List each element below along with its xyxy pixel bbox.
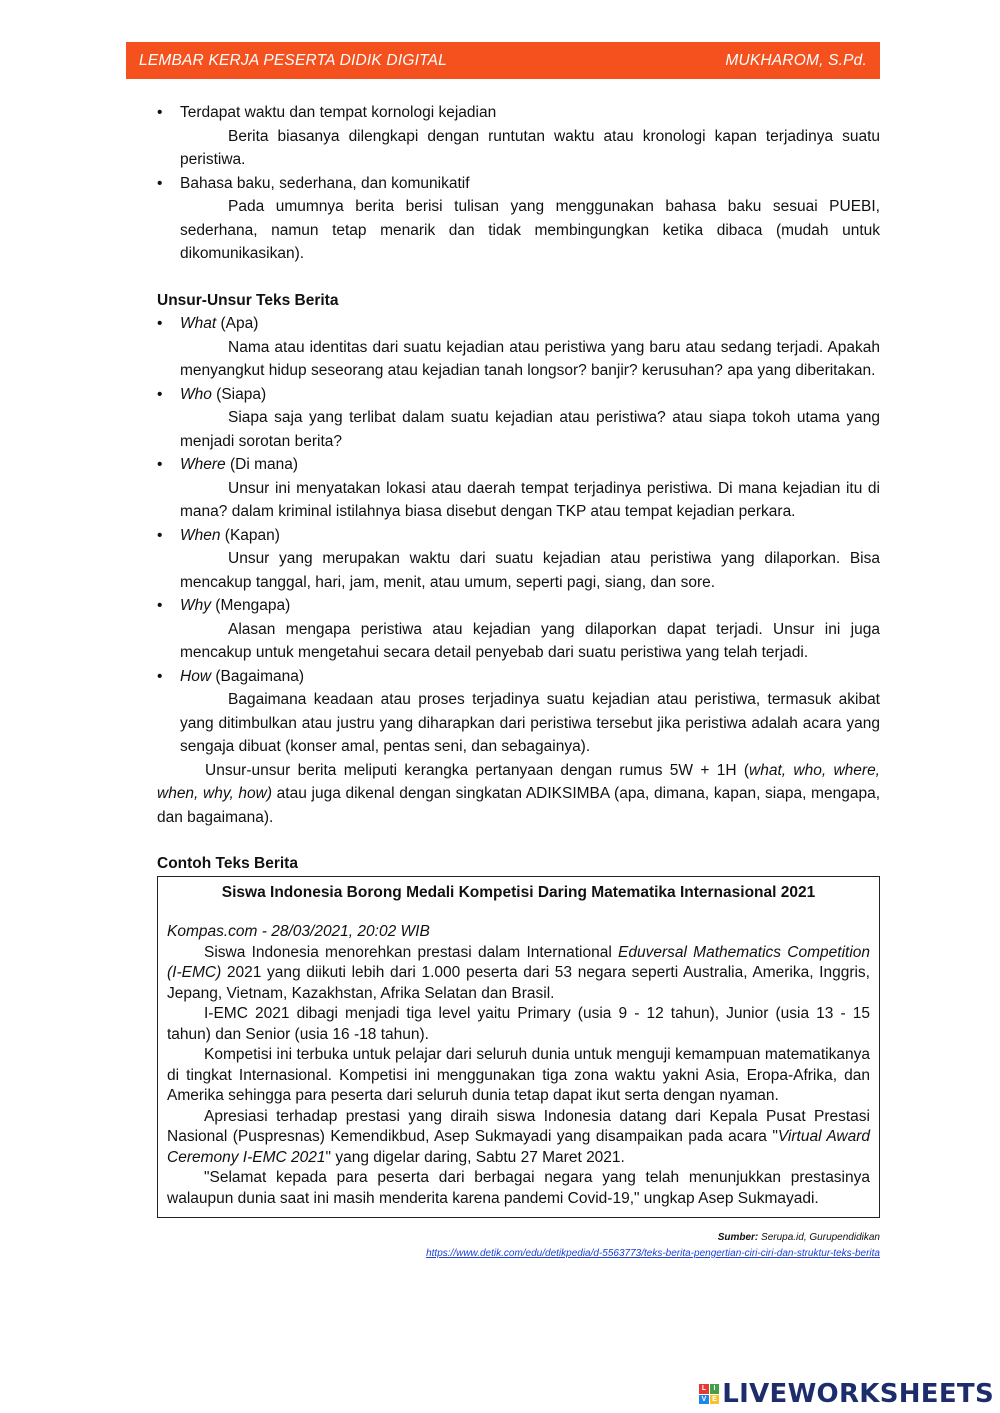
news-title: Siswa Indonesia Borong Medali Kompetisi Daring Matematika Internasional 2021 xyxy=(221,883,816,901)
header-author: MUKHAROM, S.Pd. xyxy=(725,51,867,69)
unsur-description: Nama atau identitas dari suatu kejadian atau peristiwa yang baru atau sedang terjadi. Apakah menyangkut hidup seseorang atau kejadian tanah longsor? banjir? kerusuhan? apa yang diberitakan. xyxy=(180,338,880,379)
liveworksheets-icon: L I V E xyxy=(699,1384,719,1404)
news-paragraph: Siswa Indonesia menorehkan prestasi dalam International Eduversal Mathematics Competition (I-EMC) 2021 yang diikuti lebih dari 1.000 peserta dari 53 negara seperti Australia, Amerika, Inggris, Jepang, Vietnam, Kazakhstan, Afrika Selatan dan Brasil. xyxy=(167,943,871,1002)
list-item xyxy=(157,665,880,689)
unsur-term: What xyxy=(180,315,217,332)
list-item xyxy=(157,453,880,477)
unsur-description: Bagaimana keadaan atau proses terjadinya suatu kejadian atau peristiwa, termasuk akibat yang ditimbulkan atau justru yang diharapkan dari peristiwa tersebut jika peristiwa adalah acara yang sengaja dibuat (konser amal, pentas seni, dan sebagainya). xyxy=(180,691,880,755)
section-heading-contoh: Contoh Teks Berita xyxy=(157,855,298,872)
unsur-term: Why xyxy=(180,597,211,614)
ciri-description: Pada umumnya berita berisi tulisan yang menggunakan bahasa baku sesuai PUEBI, sederhana, namun tetap menarik dan tidak membingungkan ketika dibaca (mudah untuk dikomunikasikan). xyxy=(180,198,880,262)
ciri-title: Terdapat waktu dan tempat kornologi kejadian xyxy=(180,104,497,121)
liveworksheets-logo xyxy=(699,1380,994,1408)
list-item xyxy=(157,594,880,618)
list-item xyxy=(157,524,880,548)
unsur-label: (Di mana) xyxy=(225,456,299,473)
unsur-description: Siapa saja yang terlibat dalam suatu kejadian atau peristiwa? atau siapa tokoh utama yang menjadi sorotan berita? xyxy=(180,409,880,450)
unsur-term: When xyxy=(180,526,221,544)
news-paragraph: Apresiasi terhadap prestasi yang diraih siswa Indonesia datang dari Kepala Pusat Prestasi Nasional (Puspresnas) Kemendikbud, Asep Sukmayadi yang disampaikan pada acara "Virtual Award Ceremony I-EMC 2021" yang digelar daring, Sabtu 27 Maret 2021. xyxy=(167,1107,871,1166)
document-body xyxy=(157,101,880,1262)
news-paragraph: Kompetisi ini terbuka untuk pelajar dari seluruh dunia untuk menguji kemampuan matematikanya di tingkat Internasional. Kompetisi ini menggunakan tiga zona waktu yakni Asia, Eropa-Afrika, dan Amerika sehingga para peserta dari seluruh dunia tetap dapat ikut serta dengan nyaman. xyxy=(167,1046,870,1104)
source-link[interactable]: https://www.detik.com/edu/detikpedia/d-5563773/teks-berita-pengertian-ciri-ciri-dan-struktur-teks-berita xyxy=(426,1248,880,1259)
unsur-label: (Kapan) xyxy=(220,526,280,544)
list-item xyxy=(157,101,880,125)
unsur-label: (Siapa) xyxy=(211,385,267,403)
unsur-description: Alasan mengapa peristiwa atau kejadian yang dilaporkan dapat terjadi. Unsur ini juga mencakup untuk mengetahui secara detail penyebab dari suatu peristiwa yang telah terjadi. xyxy=(180,620,880,661)
news-paragraph: I-EMC 2021 dibagi menjadi tiga level yaitu Primary (usia 9 - 12 tahun), Junior (usia 13 - 15 tahun) dan Senior (usia 16 -18 tahun). xyxy=(167,1005,870,1043)
list-item xyxy=(157,383,880,407)
source-value: Serupa.id, Gurupendidikan xyxy=(758,1232,880,1243)
list-item xyxy=(157,172,880,196)
unsur-description: Unsur yang merupakan waktu dari suatu kejadian atau peristiwa yang dilaporkan. Bisa mencakup tanggal, hari, jam, menit, atau umum, seperti pagi, siang, dan sore. xyxy=(180,550,880,591)
list-item xyxy=(157,312,880,336)
unsur-label: (Mengapa) xyxy=(211,597,291,614)
unsur-description: Unsur ini menyatakan lokasi atau daerah tempat terjadinya peristiwa. Di mana kejadian itu di mana? dalam kriminal istilahnya biasa disebut dengan TKP atau tempat kejadian perkara. xyxy=(180,479,880,520)
unsur-summary: Unsur-unsur berita meliputi kerangka pertanyaan dengan rumus 5W + 1H (what, who, where, when, why, how) atau juga dikenal dengan singkatan ADIKSIMBA (apa, dimana, kapan, siapa, mengapa, dan bagaimana). xyxy=(157,761,881,826)
news-dateline: Kompas.com - 28/03/2021, 20:02 WIB xyxy=(167,923,430,940)
page-header xyxy=(126,42,880,79)
unsur-label: (Bagaimana) xyxy=(211,667,305,685)
liveworksheets-wordmark: LIVEWORKSHEETS xyxy=(722,1379,994,1409)
header-title: LEMBAR KERJA PESERTA DIDIK DIGITAL xyxy=(139,51,447,69)
unsur-term: How xyxy=(180,667,212,685)
news-example-box xyxy=(157,876,880,1219)
section-heading-unsur: Unsur-Unsur Teks Berita xyxy=(157,291,339,309)
unsur-label: (Apa) xyxy=(216,315,259,332)
unsur-term: Where xyxy=(180,456,226,473)
ciri-title: Bahasa baku, sederhana, dan komunikatif xyxy=(180,174,470,192)
unsur-term: Who xyxy=(180,385,212,403)
ciri-description: Berita biasanya dilengkapi dengan runtutan waktu atau kronologi kapan terjadinya suatu peristiwa. xyxy=(180,127,880,168)
news-paragraph: "Selamat kepada para peserta dari berbagai negara yang telah menunjukkan prestasinya walaupun dunia saat ini masih menderita karena pandemi Covid-19," ungkap Asep Sukmayadi. xyxy=(167,1169,870,1207)
source-citation xyxy=(157,1230,880,1262)
source-label: Sumber: xyxy=(717,1232,759,1243)
